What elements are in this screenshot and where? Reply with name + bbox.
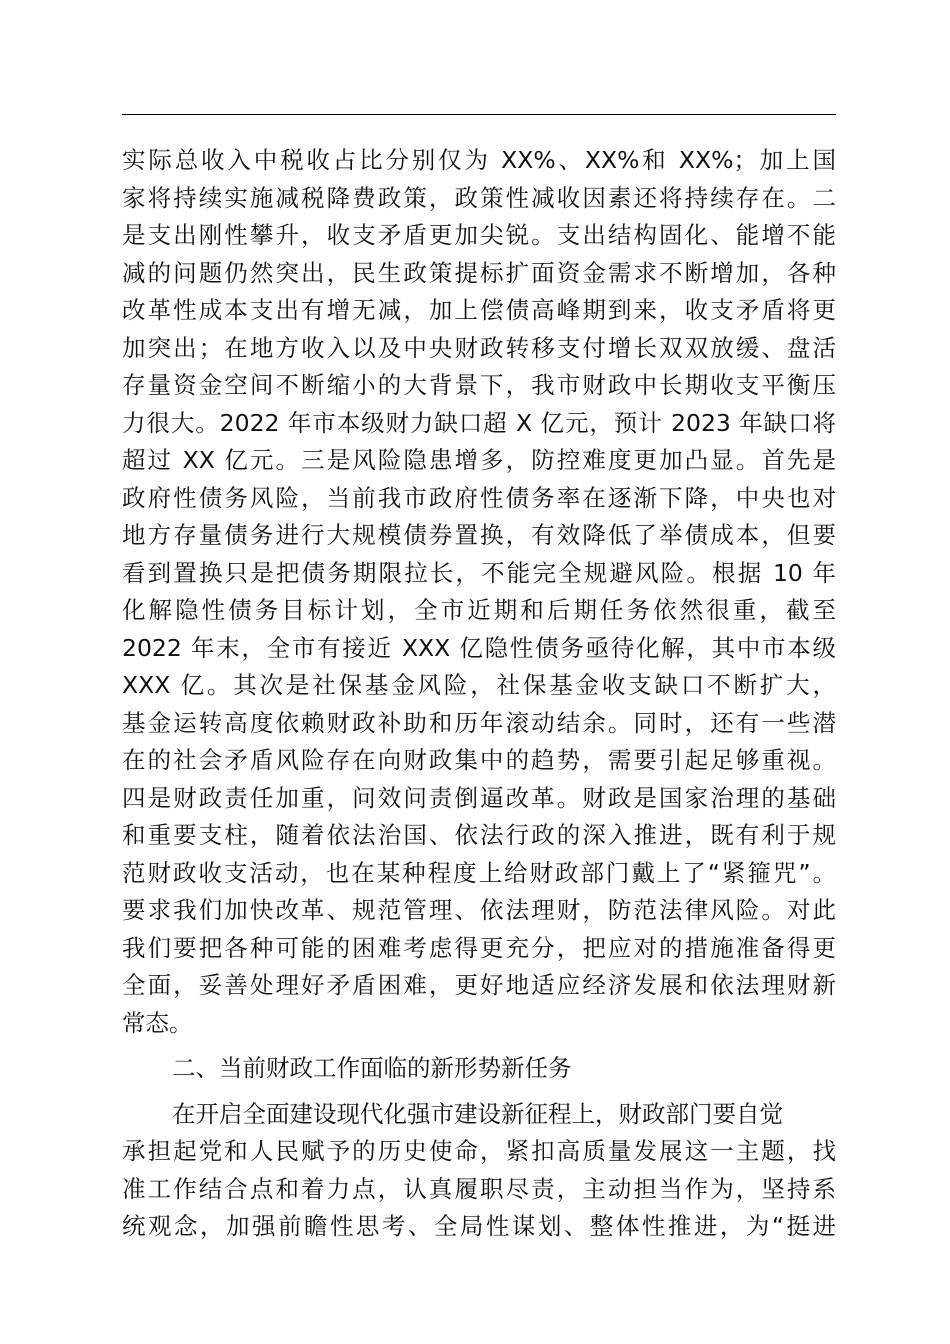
document-body (122, 142, 836, 1246)
text-line: 家将持续实施减税降费政策，政策性减收因素还将持续存在。二 (122, 183, 836, 212)
text-line: 和重要支柱，随着依法治国、依法行政的深入推进，既有利于规 (122, 821, 836, 849)
text-line: 要求我们加快改革、规范管理、依法理财，防范法律风险。对此 (122, 896, 836, 924)
text-line: 化解隐性债务目标计划，全市近期和后期任务依然很重，截至 (122, 596, 836, 624)
section-heading: 二、当前财政工作面临的新形势新任务 (172, 1054, 572, 1082)
text-line: 基金运转高度依赖财政补助和历年滚动结余。同时，还有一些潜 (122, 708, 836, 737)
text-line: 我们要把各种可能的困难考虑得更充分，把应对的措施准备得更 (122, 933, 836, 962)
text-line: 加突出；在地方收入以及中央财政转移支付增长双双放缓、盘活 (122, 333, 836, 362)
header-rule (122, 114, 836, 115)
text-line: 改革性成本支出有增无减，加上偿债高峰期到来，收支矛盾将更 (122, 296, 836, 324)
text-line: 存量资金空间不断缩小的大背景下，我市财政中长期收支平衡压 (122, 371, 836, 399)
text-line: 减的问题仍然突出，民生政策提标扩面资金需求不断增加，各种 (122, 258, 836, 287)
text-line: 是支出刚性攀升，收支矛盾更加尖锐。支出结构固化、能增不能 (122, 221, 836, 249)
text-line: 全面，妥善处理好矛盾困难，更好地适应经济发展和依法理财新 (122, 971, 836, 999)
text-line: 准工作结合点和着力点，认真履职尽责，主动担当作为，坚持系 (122, 1174, 836, 1203)
text-line: 四是财政责任加重，问效问责倒逼改革。财政是国家治理的基础 (122, 783, 836, 812)
text-line: 范财政收支活动，也在某种程度上给财政部门戴上了“紧箍咒”。 (122, 858, 836, 887)
text-line: 承担起党和人民赋予的历史使命，紧扣高质量发展这一主题，找 (122, 1137, 836, 1165)
text-line: 超过 XX 亿元。三是风险隐患增多，防控难度更加凸显。首先是 (122, 446, 836, 474)
text-line: 在的社会矛盾风险存在向财政集中的趋势，需要引起足够重视。 (122, 746, 836, 774)
text-line: 地方存量债务进行大规模债券置换，有效降低了举债成本，但要 (122, 521, 836, 549)
text-line: XXX 亿。其次是社保基金风险，社保基金收支缺口不断扩大， (122, 671, 836, 699)
text-line: 在开启全面建设现代化强市建设新征程上，财政部门要自觉 (172, 1099, 783, 1128)
text-line: 看到置换只是把债务期限拉长，不能完全规避风险。根据 10 年 (122, 558, 836, 587)
paragraph-1 (122, 142, 836, 1042)
text-line: 统观念，加强前瞻性思考、全局性谋划、整体性推进，为“挺进 (122, 1212, 836, 1240)
text-line: 政府性债务风险，当前我市政府性债务率在逐渐下降，中央也对 (122, 483, 836, 512)
text-line: 常态。 (122, 1008, 193, 1037)
text-line: 力很大。2022 年市本级财力缺口超 X 亿元，预计 2023 年缺口将 (122, 408, 836, 437)
text-line: 实际总收入中税收占比分别仅为 XX%、XX%和 XX%；加上国 (122, 146, 836, 174)
text-line: 2022 年末，全市有接近 XXX 亿隐性债务亟待化解，其中市本级 (122, 633, 836, 662)
paragraph-2 (122, 1096, 836, 1246)
